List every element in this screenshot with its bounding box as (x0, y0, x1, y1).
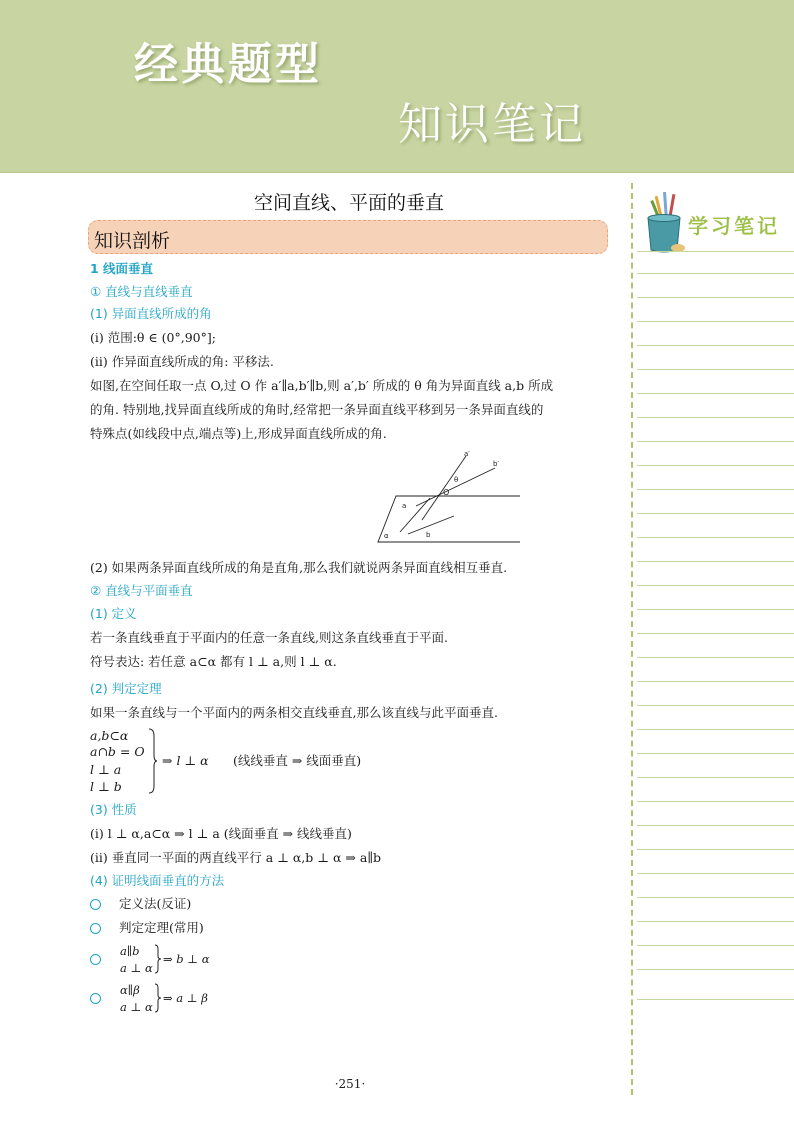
line-b (408, 516, 454, 534)
note-rule (637, 801, 794, 802)
heading-1: 1 线面垂直 (90, 261, 154, 276)
notes-label: 学习笔记 (688, 214, 780, 238)
method-condition: a∥b (120, 944, 140, 958)
label-a: a (402, 502, 407, 510)
method-condition: a ⊥ α (120, 961, 153, 975)
note-rule (637, 969, 794, 970)
heading-skew-angle: (1) 异面直线所成的角 (90, 306, 212, 321)
note-rule (637, 441, 794, 442)
section-heading: 知识剖析 (94, 230, 171, 252)
perpendicular-definition-text: (2) 如果两条异面直线所成的角是直角,那么我们就说两条异面直线相互垂直. (90, 560, 508, 575)
note-rule (637, 921, 794, 922)
note-rule (637, 345, 794, 346)
note-rule (637, 417, 794, 418)
theorem-condition: a∩b = O (90, 744, 145, 759)
note-rule (637, 681, 794, 682)
method-item: 定义法(反证) (119, 896, 192, 911)
theorem-condition: l ⊥ a (90, 762, 122, 777)
label-b: b (426, 531, 431, 539)
note-rule (637, 897, 794, 898)
note-rule (637, 393, 794, 394)
theorem-condition: l ⊥ b (90, 779, 122, 794)
label-alpha: α (384, 532, 389, 540)
note-rule (637, 297, 794, 298)
note-rule (637, 849, 794, 850)
note-rule (637, 251, 794, 252)
plane-alpha (378, 496, 520, 542)
note-rule (637, 513, 794, 514)
note-rule (637, 705, 794, 706)
note-rule (637, 369, 794, 370)
note-rule (637, 489, 794, 490)
note-rule (637, 321, 794, 322)
circle-bullet-icon (90, 923, 101, 934)
note-rule (637, 777, 794, 778)
banner-divider (0, 172, 794, 173)
range-text: (i) 范围:θ ∈ (0°,90°]; (90, 330, 216, 345)
note-rule (637, 585, 794, 586)
note-rule (637, 465, 794, 466)
paragraph-line: 特殊点(如线段中点,端点等)上,形成异面直线所成的角. (90, 426, 387, 441)
note-rule (637, 873, 794, 874)
section-heading-bar (88, 220, 608, 254)
note-rule (637, 753, 794, 754)
method-condition: a ⊥ α (120, 1000, 153, 1014)
banner-title-primary: 经典题型 (134, 39, 322, 90)
right-brace-icon (154, 944, 162, 974)
note-rule (637, 561, 794, 562)
label-o: O (443, 488, 450, 497)
method-item: 判定定理(常用) (119, 920, 204, 935)
note-rule (637, 273, 794, 274)
header-banner (0, 0, 794, 173)
paragraph-line: 如图,在空间任取一点 O,过 O 作 a′∥a,b′∥b,则 a′,b′ 所成的 θ 角为异面直线 a,b 所成 (90, 378, 554, 393)
banner-title-secondary: 知识笔记 (398, 99, 586, 150)
right-brace-icon (148, 728, 158, 794)
note-rule (637, 609, 794, 610)
heading-line-line: ① 直线与直线垂直 (90, 284, 193, 299)
property-line: (ii) 垂直同一平面的两直线平行 a ⊥ α,b ⊥ α ⇒ a∥b (90, 850, 382, 865)
pencil-cup-icon (640, 190, 688, 256)
paragraph-line: 的角. 特别地,找异面直线所成的角时,经常把一条异面直线平移到另一条异面直线的 (90, 402, 544, 417)
symbol-expression-text: 符号表达: 若任意 a⊂α 都有 l ⊥ a,则 l ⊥ α. (90, 654, 337, 669)
note-rule (637, 945, 794, 946)
note-rule (637, 825, 794, 826)
method-result: ⇒ b ⊥ α (163, 952, 210, 966)
translation-method-text: (ii) 作异面直线所成的角: 平移法. (90, 354, 274, 369)
skew-lines-figure (280, 448, 520, 548)
property-line: (i) l ⊥ α,a⊂α ⇒ l ⊥ a (线面垂直 ⇒ 线线垂直) (90, 826, 352, 841)
label-theta: θ (454, 476, 459, 484)
notes-divider (631, 183, 633, 1095)
definition-text: 若一条直线垂直于平面内的任意一条直线,则这条直线垂直于平面. (90, 630, 448, 645)
method-result: ⇒ a ⊥ β (163, 991, 208, 1005)
page-number: ·251· (334, 1077, 366, 1091)
note-rule (637, 999, 794, 1000)
circle-bullet-icon (90, 899, 101, 910)
label-b-prime: b′ (493, 460, 500, 468)
note-rule (637, 729, 794, 730)
method-condition: α∥β (120, 983, 140, 997)
heading-definition: (1) 定义 (90, 606, 137, 621)
heading-line-plane: ② 直线与平面垂直 (90, 583, 193, 598)
note-rule (637, 657, 794, 658)
heading-proof-methods: (4) 证明线面垂直的方法 (90, 873, 225, 888)
page-title: 空间直线、平面的垂直 (253, 192, 444, 214)
label-a-prime: a′ (464, 450, 470, 458)
heading-theorem: (2) 判定定理 (90, 681, 162, 696)
circle-bullet-icon (90, 993, 101, 1004)
right-brace-icon (154, 983, 162, 1013)
note-rule (637, 537, 794, 538)
theorem-result: ⇒ l ⊥ α (162, 753, 209, 768)
theorem-condition: a,b⊂α (90, 728, 129, 743)
circle-bullet-icon (90, 954, 101, 965)
theorem-note: (线线垂直 ⇒ 线面垂直) (233, 753, 362, 768)
note-rule (637, 633, 794, 634)
theorem-text: 如果一条直线与一个平面内的两条相交直线垂直,那么该直线与此平面垂直. (90, 705, 498, 720)
heading-property: (3) 性质 (90, 802, 137, 817)
